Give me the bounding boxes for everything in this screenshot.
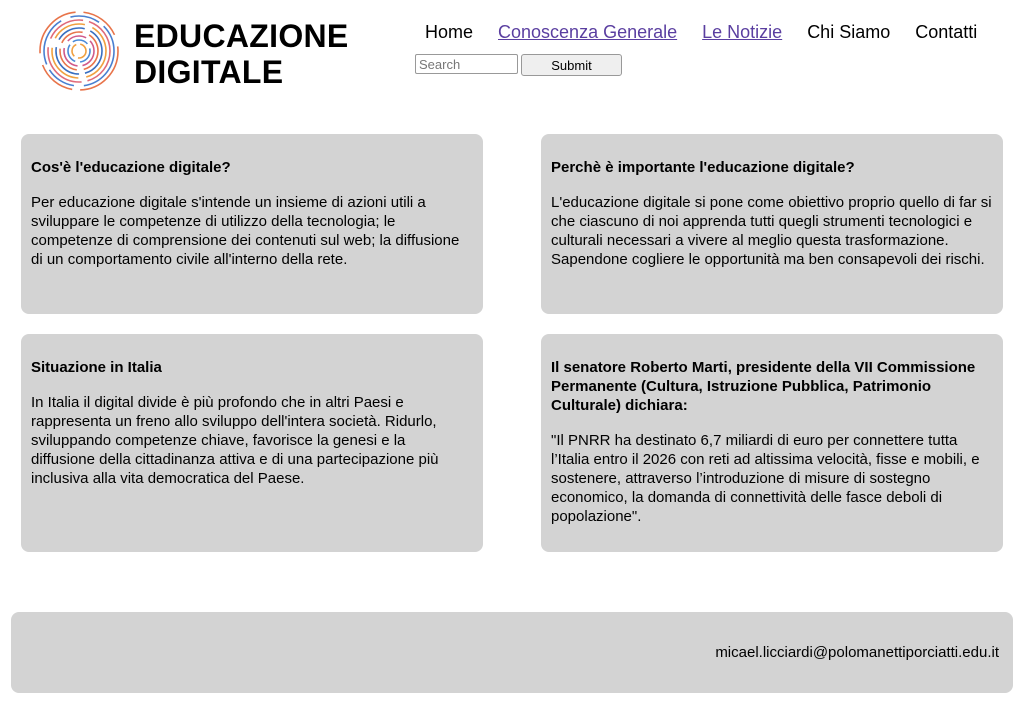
- card-senatore-marti: [541, 334, 1003, 552]
- card-body: In Italia il digital divide è più profondo che in altri Paesi e rappresenta un freno allo sviluppo dell'intera società. Ridurlo, sviluppando competenze chiave, favorisce la genesi e la diffusione della cittadinanza attiva e di una partecipazione più inclusiva alla vita democratica del Paese.: [31, 394, 439, 487]
- search-input[interactable]: [415, 54, 518, 74]
- submit-button[interactable]: Submit: [521, 54, 622, 76]
- card-educazione-digitale: [21, 134, 483, 314]
- nav-link-home[interactable]: Home: [425, 22, 474, 42]
- card-title: Perchè è importante l'educazione digitale?: [551, 159, 855, 176]
- card-body: Per educazione digitale s'intende un insieme di azioni utili a sviluppare le competenze di utilizzo della tecnologia; le competenze di comprensione dei contenuti sul web; la diffusione di un comportamento civile all'interno della rete.: [31, 194, 460, 268]
- nav-link-le-notizie[interactable]: Le Notizie: [702, 22, 783, 42]
- nav-link-contatti[interactable]: Contatti: [915, 22, 978, 42]
- search-form: [415, 54, 622, 76]
- site-title-line1: EDUCAZIONE: [134, 18, 349, 54]
- site-header: [0, 0, 1024, 110]
- site-footer: [11, 612, 1013, 693]
- card-importanza: [541, 134, 1003, 314]
- site-title-line2: DIGITALE: [134, 54, 284, 90]
- main-nav: [414, 22, 1002, 43]
- concentric-rings-logo: [38, 10, 120, 92]
- nav-link-chi-siamo[interactable]: Chi Siamo: [807, 22, 891, 42]
- card-title: Il senatore Roberto Marti, presidente della VII Commissione Permanente (Cultura, Istruzione Pubblica, Patrimonio Culturale) dichiara:: [551, 359, 976, 414]
- card-title: Situazione in Italia: [31, 359, 162, 376]
- card-situazione-italia: [21, 334, 483, 552]
- card-body: L'educazione digitale si pone come obiettivo proprio quello di far si che ciascuno di noi apprenda tutti quegli strumenti tecnologici e culturali necessari a vivere al meglio questa trasformazione. Sapendone cogliere le opportunità ma ben consapevoli dei rischi.: [551, 194, 992, 268]
- nav-link-conoscenza-generale[interactable]: Conoscenza Generale: [498, 22, 678, 42]
- card-body: "Il PNRR ha destinato 6,7 miliardi di euro per connettere tutta l’Italia entro il 2026 con reti ad altissima velocità, fisse e mobili, e sostenere, attraverso l’introduzione di misure di sostegno economico, la domanda di connettività delle fasce deboli di popolazione".: [551, 432, 980, 525]
- card-title: Cos'è l'educazione digitale?: [31, 159, 231, 176]
- footer-email: micael.licciardi@polomanettiporciatti.edu.it: [715, 644, 999, 661]
- site-title: [134, 18, 349, 90]
